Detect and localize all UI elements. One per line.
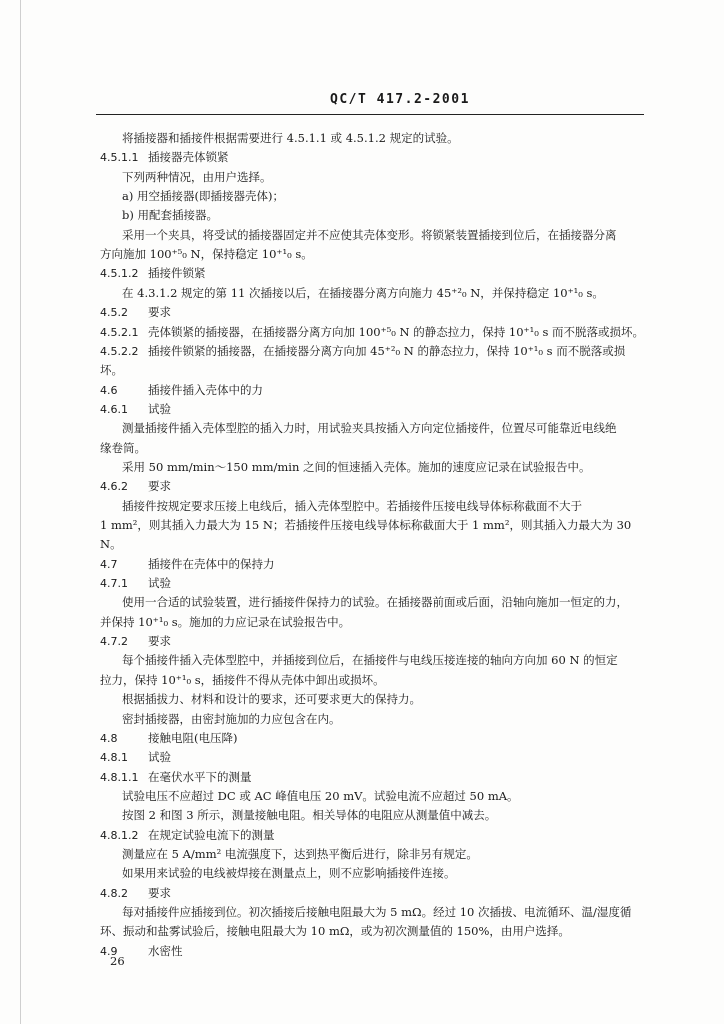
section-number: 4.9 — [100, 944, 118, 958]
text-line — [122, 207, 218, 223]
paragraph-text: 每个插接件插入壳体型腔中，并插接到位后，在插接件与电线压接连接的轴向方向加 60 N 的恒定 — [122, 653, 618, 668]
section-heading-text: 要求 — [148, 479, 171, 494]
section-heading-text: 要求 — [148, 885, 171, 900]
section-line — [100, 575, 171, 592]
section-number: 4.7.2 — [100, 635, 128, 649]
paragraph-text: N。 — [100, 537, 122, 552]
text-line — [122, 420, 617, 436]
paragraph-text: 密封插接器，由密封施加的力应包含在内。 — [122, 711, 341, 726]
section-line — [100, 343, 625, 360]
section-heading-text: 插接器壳体锁紧 — [148, 150, 229, 165]
section-line — [100, 324, 644, 341]
paragraph-text: 试验电压不应超过 DC 或 AC 峰值电压 20 mV。试验电流不应超过 50 mA。 — [122, 788, 519, 803]
text-line — [100, 246, 313, 262]
paragraph-text: 将插接器和插接件根据需要进行 4.5.1.1 或 4.5.1.2 规定的试验。 — [122, 131, 459, 145]
section-number: 4.8.2 — [100, 886, 128, 900]
paragraph-text: 坏。 — [100, 363, 123, 378]
paragraph-text: 根据插拔力、材料和设计的要求，还可要求更大的保持力。 — [122, 692, 421, 707]
text-line — [122, 227, 617, 243]
text-line — [122, 846, 478, 862]
section-heading-text: 要求 — [148, 305, 171, 320]
text-line — [122, 130, 459, 146]
text-line — [100, 440, 146, 456]
paragraph-text: 使用一合适的试验装置，进行插接件保持力的试验。在插接器前面或后面，沿轴向施加一恒定的力， — [122, 595, 628, 610]
section-heading-text: 试验 — [148, 750, 171, 765]
paragraph-text: 采用 50 mm/min～150 mm/min 之间的恒速插入壳体。施加的速度应记录在试验报告中。 — [122, 459, 591, 474]
section-heading-text: 插接件插入壳体中的力 — [148, 382, 263, 397]
paragraph-text: 测量应在 5 A/mm² 电流强度下，达到热平衡后进行，除非另有规定。 — [122, 846, 478, 861]
text-line — [100, 614, 350, 630]
section-heading-text: 在规定试验电流下的测量 — [148, 827, 275, 842]
section-heading-text: 试验 — [148, 576, 171, 591]
paragraph-text: 测量插接件插入壳体型腔的插入力时，用试验夹具按插入方向定位插接件，位置尽可能靠近电线绝 — [122, 421, 617, 436]
section-heading-text: 插接件在壳体中的保持力 — [148, 556, 275, 571]
text-line — [122, 788, 519, 804]
text-line — [100, 923, 570, 939]
text-line — [122, 498, 582, 514]
section-number: 4.6.2 — [100, 480, 128, 494]
text-line — [122, 594, 628, 610]
paragraph-text: a) 用空插接器(即插接器壳体)； — [122, 189, 284, 204]
section-line — [100, 730, 237, 747]
paragraph-text: 方向施加 100⁺⁵₀ N，保持稳定 10⁺¹₀ s。 — [100, 247, 313, 262]
standard-code-header: QC/T 417.2-2001 — [330, 92, 470, 107]
section-number: 4.5.2 — [100, 306, 128, 320]
section-number: 4.8.1.2 — [100, 828, 139, 842]
section-number: 4.8.1 — [100, 751, 128, 765]
paragraph-text: 并保持 10⁺¹₀ s。施加的力应记录在试验报告中。 — [100, 614, 351, 629]
paragraph-text: 在 4.3.1.2 规定的第 11 次插接以后，在插接器分离方向施力 45⁺²₀ N，并保持稳定 10⁺¹₀ s。 — [122, 285, 604, 300]
section-line — [100, 382, 263, 399]
header-rule — [96, 114, 644, 115]
section-heading-text: 水密性 — [148, 943, 183, 958]
section-line — [100, 265, 206, 282]
text-line — [122, 459, 591, 475]
section-number: 4.7.1 — [100, 577, 128, 591]
paragraph-text: 按图 2 和图 3 所示，测量接触电阻。相关导体的电阻应从测量值中减去。 — [122, 808, 497, 823]
text-line — [122, 807, 496, 823]
paragraph-text: 采用一个夹具，将受试的插接器固定并不应使其壳体变形。将锁紧装置插接到位后，在插接器分离 — [122, 227, 617, 242]
section-heading-text: 在毫伏水平下的测量 — [148, 769, 252, 784]
section-number: 4.5.2.1 — [100, 325, 139, 339]
text-line — [122, 188, 284, 204]
section-heading-text: 接触电阻(电压降) — [148, 730, 238, 745]
text-line — [122, 904, 631, 920]
section-line — [100, 149, 229, 166]
section-number: 4.5.1.2 — [100, 267, 139, 281]
paragraph-text: 每对插接件应插接到位。初次插接后接触电阻最大为 5 mΩ。经过 10 次插拔、电流循环、温/湿度循 — [122, 905, 632, 919]
text-line — [100, 672, 385, 688]
section-number: 4.7 — [100, 557, 118, 571]
paragraph-text: 1 mm²，则其插入力最大为 15 N；若插接件压接电线导体标称截面大于 1 mm²，则其插入力最大为 30 — [100, 518, 632, 532]
scan-edge — [20, 0, 21, 1024]
section-heading-text: 试验 — [148, 401, 171, 416]
paragraph-text: 拉力，保持 10⁺¹₀ s，插接件不得从壳体中卸出或损坏。 — [100, 672, 385, 687]
section-number: 4.6 — [100, 383, 118, 397]
text-line — [122, 691, 421, 707]
paragraph-text: b) 用配套插接器。 — [122, 208, 219, 223]
text-line — [122, 865, 456, 881]
section-heading-text: 插接件锁紧的插接器，在插接器分离方向加 45⁺²₀ N 的静态拉力，保持 10⁺¹₀ s 而不脱落或损 — [148, 343, 626, 358]
section-heading-text: 壳体锁紧的插接器，在插接器分离方向加 100⁺⁵₀ N 的静态拉力，保持 10⁺¹₀ s 而不脱落或损坏。 — [148, 324, 645, 339]
section-line — [100, 304, 171, 321]
section-number: 4.6.1 — [100, 402, 128, 416]
section-line — [100, 633, 171, 650]
text-line — [122, 652, 618, 668]
text-line — [100, 517, 631, 533]
section-heading-text: 插接件锁紧 — [148, 266, 206, 281]
text-line — [122, 711, 341, 727]
paragraph-text: 缘卷筒。 — [100, 440, 146, 455]
paragraph-text: 如果用来试验的电线被焊接在测量点上，则不应影响插接件连接。 — [122, 866, 456, 881]
text-line — [100, 536, 122, 552]
section-number: 4.8.1.1 — [100, 770, 139, 784]
section-heading-text: 要求 — [148, 634, 171, 649]
paragraph-text: 插接件按规定要求压接上电线后，插入壳体型腔中。若插接件压接电线导体标称截面不大于 — [122, 498, 582, 513]
section-line — [100, 827, 275, 844]
section-number: 4.8 — [100, 731, 118, 745]
paragraph-text: 环、振动和盐雾试验后，接触电阻最大为 10 mΩ，或为初次测量值的 150%，由用户选择。 — [100, 924, 570, 939]
section-line — [100, 885, 171, 902]
text-line — [122, 285, 604, 301]
section-line — [100, 556, 275, 573]
section-line — [100, 749, 171, 766]
section-number: 4.5.1.1 — [100, 151, 139, 165]
section-line — [100, 769, 252, 786]
section-line — [100, 478, 171, 495]
section-number: 4.5.2.2 — [100, 344, 139, 358]
text-line — [122, 169, 272, 185]
text-line — [100, 362, 123, 378]
page-number: 26 — [110, 954, 125, 968]
section-line — [100, 401, 171, 418]
paragraph-text: 下列两种情况，由用户选择。 — [122, 169, 272, 184]
